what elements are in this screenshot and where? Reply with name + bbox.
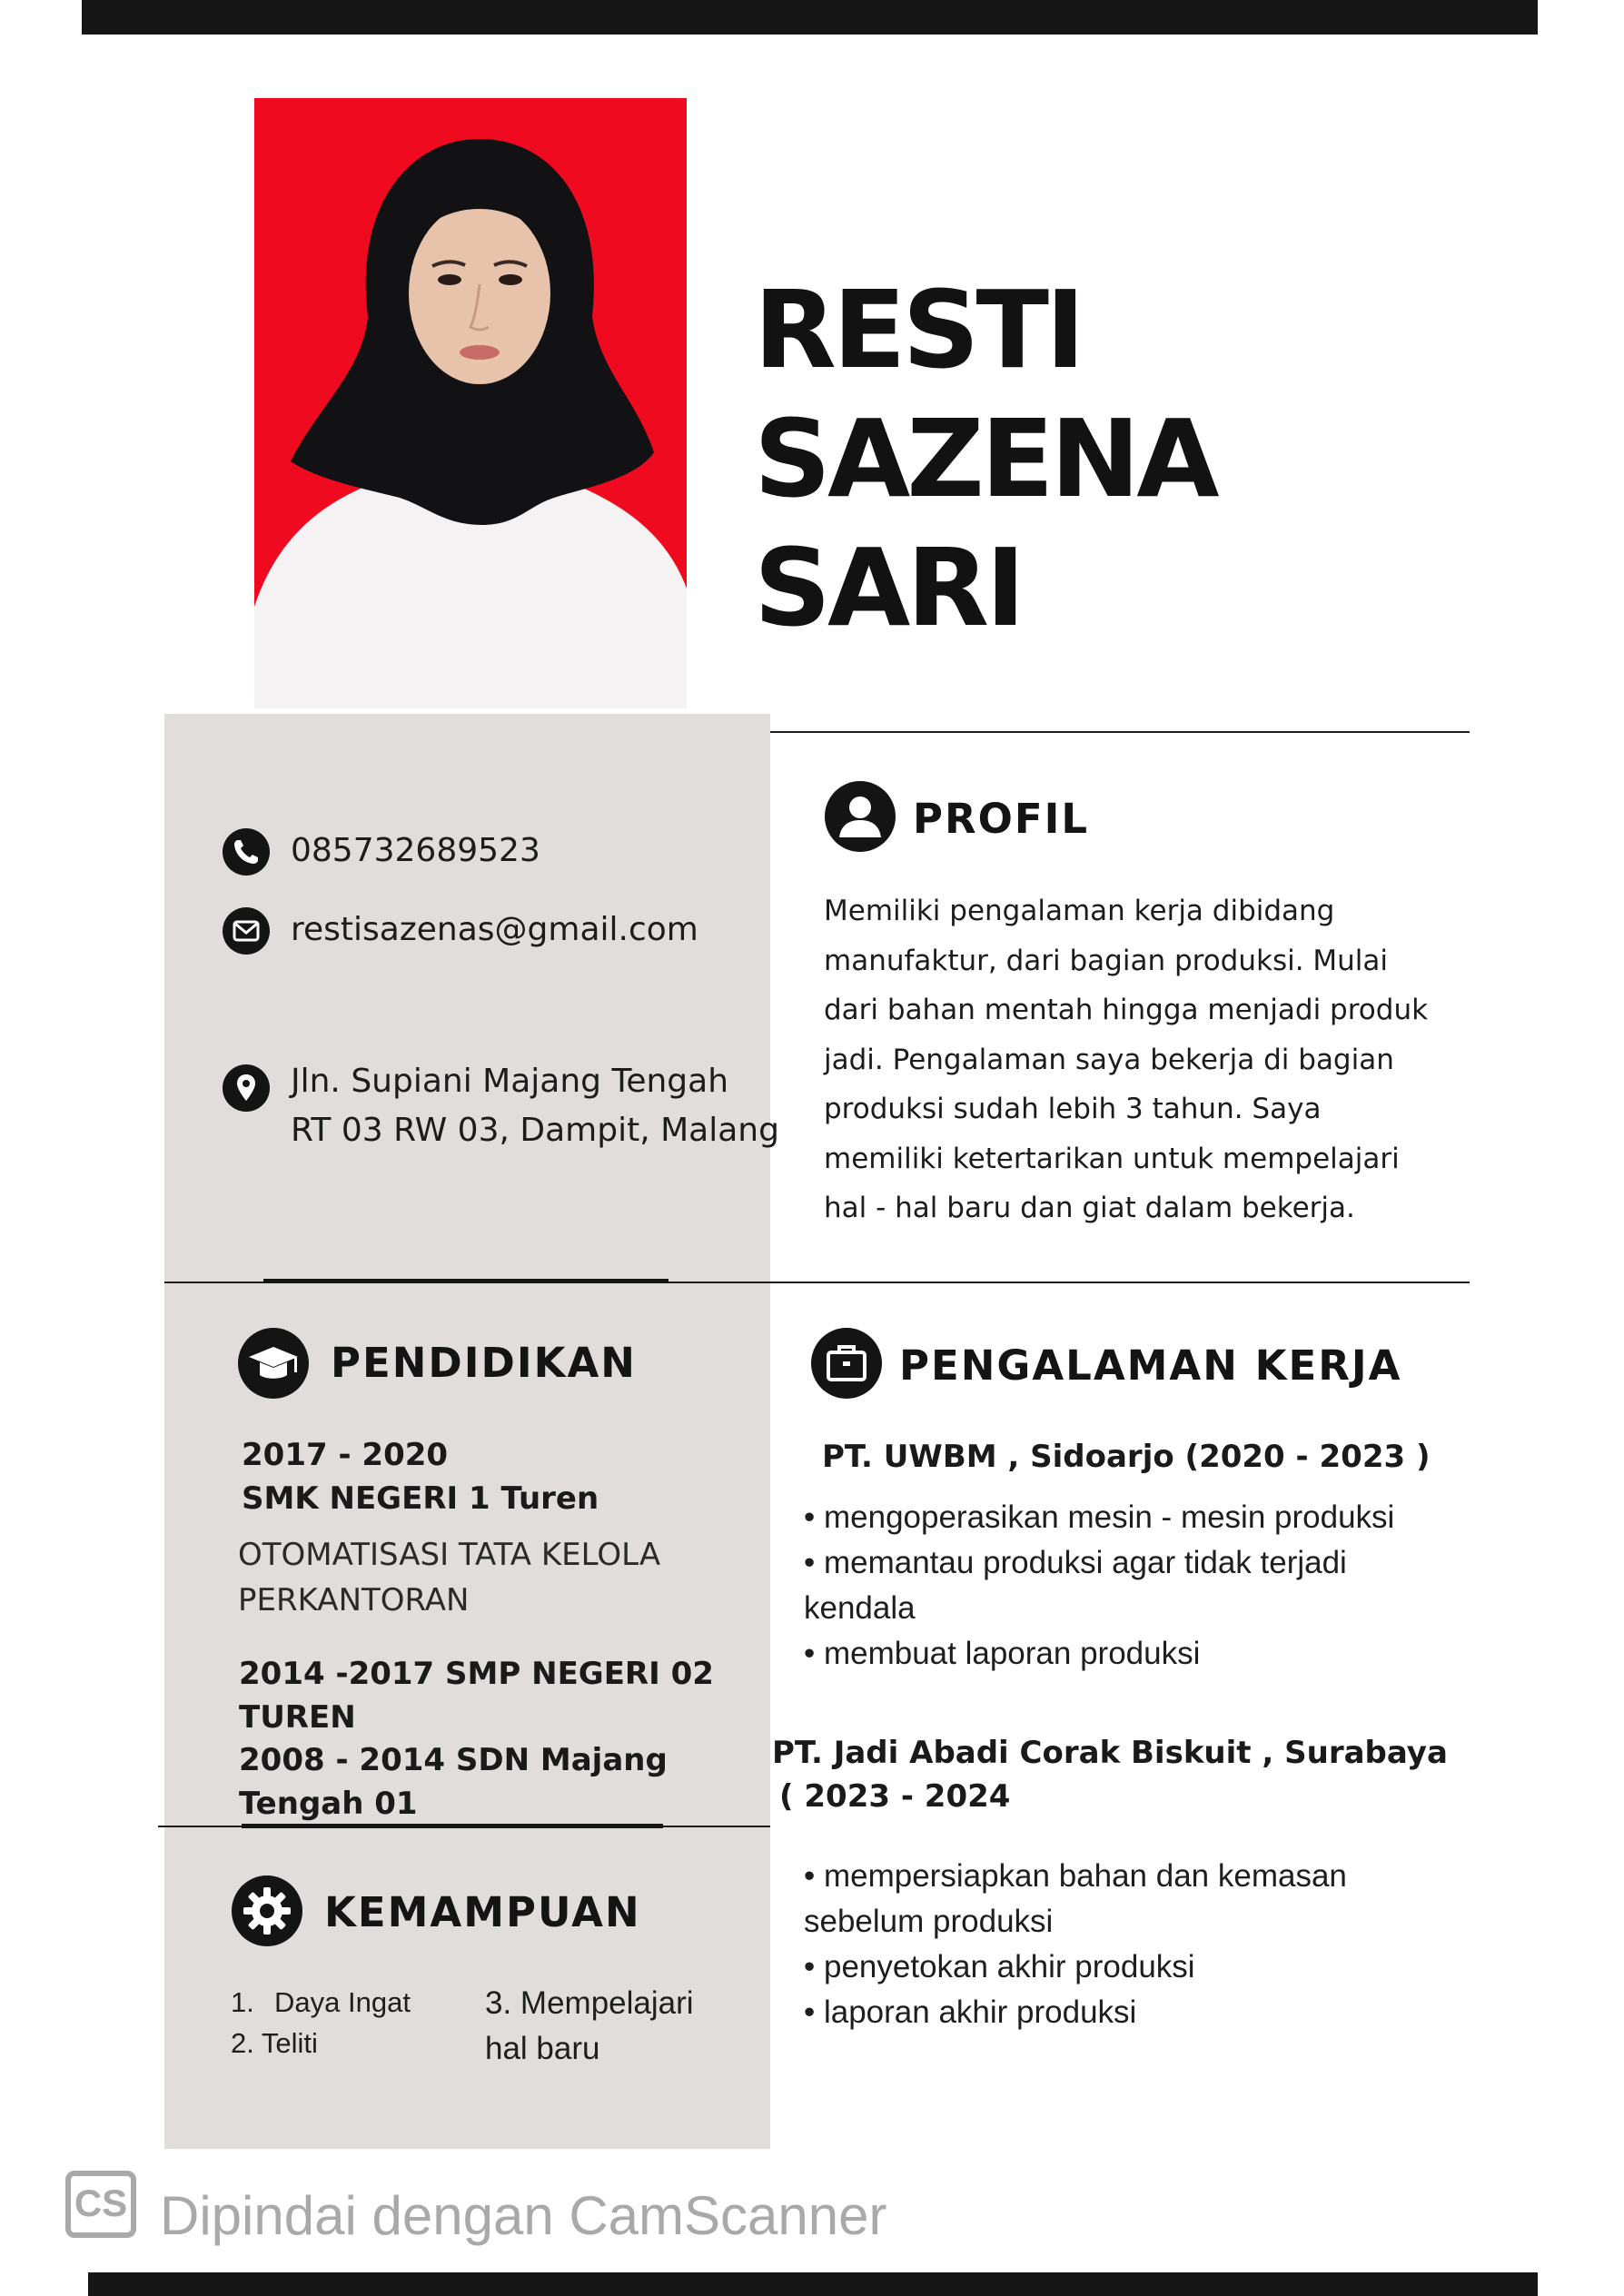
- profil-line: dari bahan mentah hingga menjadi produk: [824, 994, 1429, 1026]
- briefcase-icon: [811, 1328, 882, 1399]
- skill-3-line-1: 3. Mempelajari: [485, 1985, 694, 2021]
- divider-lower-accent: [242, 1824, 663, 1828]
- candidate-name: [754, 265, 1216, 652]
- location-pin-icon: [223, 1064, 270, 1112]
- job2-title-line-1: PT. Jadi Abadi Corak Biskuit , Surabaya: [772, 1735, 1448, 1771]
- bottom-bar: [88, 2272, 1538, 2296]
- skill-1: Daya Ingat: [274, 1986, 411, 2018]
- top-bar: [82, 0, 1538, 35]
- kemampuan-heading: KEMAMPUAN: [324, 1888, 641, 1936]
- email-address: restisazenas@gmail.com: [291, 911, 698, 948]
- divider-middle-accent: [263, 1279, 668, 1283]
- user-icon: [825, 781, 896, 852]
- job2-duty: • penyetokan akhir produksi: [804, 1949, 1195, 1984]
- name-line-1: RESTI: [754, 267, 1082, 392]
- edu-sd-line-2: Tengah 01: [239, 1786, 418, 1822]
- job1-duty: • memantau produksi agar tidak terjadi: [804, 1545, 1347, 1580]
- job2-duty: sebelum produksi: [804, 1904, 1054, 1939]
- name-line-3: SARI: [754, 525, 1023, 650]
- job2-duty: • laporan akhir produksi: [804, 1994, 1137, 2030]
- skill-2: 2. Teliti: [231, 2027, 318, 2059]
- edu-years-smk: 2017 - 2020: [242, 1437, 449, 1473]
- job1-title: PT. UWBM , Sidoarjo (2020 - 2023 ): [822, 1439, 1431, 1475]
- email-icon: [223, 907, 270, 955]
- job2-duty: • mempersiapkan bahan dan kemasan: [804, 1858, 1347, 1894]
- profil-line: manufaktur, dari bagian produksi. Mulai: [824, 944, 1389, 977]
- profil-line: hal - hal baru dan giat dalam bekerja.: [824, 1192, 1355, 1224]
- profil-line: memiliki ketertarikan untuk mempelajari: [824, 1142, 1400, 1175]
- edu-school-smk: SMK NEGERI 1 Turen: [242, 1480, 599, 1517]
- phone-number: 085732689523: [291, 832, 540, 869]
- job2-duties: [804, 1854, 1347, 2035]
- skill-1-number: 1.: [231, 1986, 254, 2018]
- portrait-illustration: [254, 98, 687, 708]
- job1-duty: kendala: [804, 1590, 916, 1626]
- edu-major-line-2: PERKANTORAN: [238, 1582, 470, 1618]
- camscanner-watermark: Dipindai dengan CamScanner: [160, 2185, 887, 2246]
- job2-title-line-2: ( 2023 - 2024: [779, 1778, 1011, 1815]
- job1-duty: • mengoperasikan mesin - mesin produksi: [804, 1499, 1395, 1535]
- profil-text: [824, 886, 1478, 1233]
- address-line-1: Jln. Supiani Majang Tengah: [291, 1063, 729, 1100]
- job1-duty: • membuat laporan produksi: [804, 1636, 1201, 1671]
- job1-duties: [804, 1495, 1394, 1677]
- name-line-2: SAZENA: [754, 396, 1216, 521]
- pendidikan-heading: PENDIDIKAN: [331, 1339, 637, 1387]
- profile-photo: [254, 98, 687, 708]
- address-line-2: RT 03 RW 03, Dampit, Malang: [291, 1112, 779, 1149]
- phone-icon: [223, 828, 270, 876]
- divider-top-right: [770, 731, 1470, 733]
- graduation-cap-icon: [238, 1328, 309, 1399]
- profil-heading: PROFIL: [913, 795, 1090, 843]
- edu-smp-line-2: TUREN: [239, 1699, 356, 1736]
- profil-line: produksi sudah lebih 3 tahun. Saya: [824, 1093, 1322, 1125]
- gear-icon: [232, 1875, 302, 1946]
- profil-line: Memiliki pengalaman kerja dibidang: [824, 895, 1335, 927]
- camscanner-logo: CS: [65, 2171, 136, 2238]
- skill-3-line-2: hal baru: [485, 2031, 600, 2066]
- profil-line: jadi. Pengalaman saya bekerja di bagian: [824, 1043, 1394, 1076]
- edu-sd-line-1: 2008 - 2014 SDN Majang: [239, 1742, 668, 1778]
- pengalaman-heading: PENGALAMAN KERJA: [899, 1341, 1402, 1390]
- edu-major-line-1: OTOMATISASI TATA KELOLA: [238, 1537, 661, 1573]
- edu-smp-line-1: 2014 -2017 SMP NEGERI 02: [239, 1656, 714, 1692]
